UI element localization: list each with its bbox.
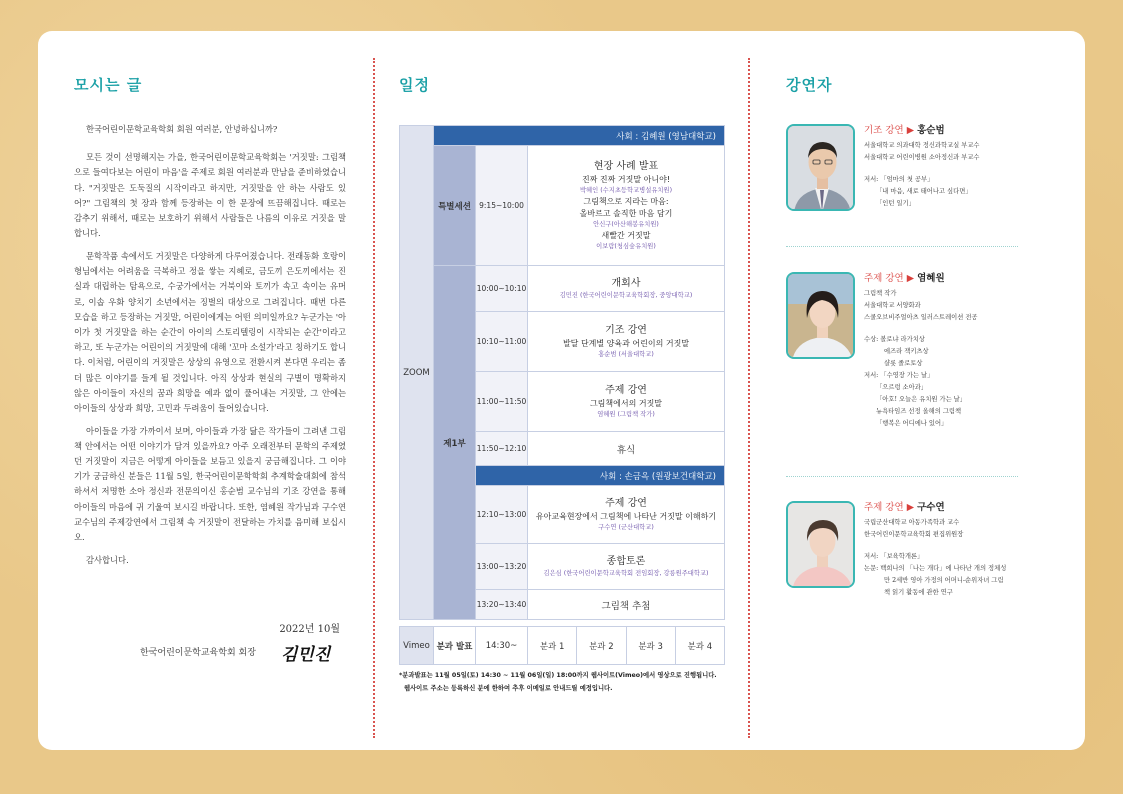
chair-header-2: 사회 : 손금옥 (원광보건대학교)	[476, 466, 725, 486]
session-title: 현장 사례 발표	[593, 160, 659, 172]
speaker-separator	[786, 246, 1018, 247]
speaker-works-label: 저서: 「엄마의 첫 공부」	[864, 176, 934, 183]
session-cell	[528, 312, 725, 372]
speaker-heading	[864, 501, 1024, 515]
speaker-affiliation: 그림책 작가	[864, 290, 897, 297]
session-subtitle: 진짜 진짜 거짓말 아니야!	[581, 174, 671, 184]
speaker-paper: 만 2세반 영아 가정의 어머니-순위자녀 그림	[884, 577, 1004, 584]
footnote-line: *분과발표는 11월 05일(토) 14:30 ~ 11월 06일(일) 18:00까지 웹사이트(Vimeo)에서 영상으로 진행됩니다.	[399, 672, 717, 679]
time-cell: 13:00~13:20	[476, 544, 528, 590]
greeting-body	[74, 122, 346, 575]
session-cell	[528, 266, 725, 312]
time-cell: 14:30~	[476, 627, 528, 665]
signer-signature: 김민진	[281, 645, 331, 665]
session-presenter: 구수연 (군산대학교)	[598, 523, 654, 531]
session-title: 주제 강연	[605, 497, 647, 509]
speaker-photo	[786, 501, 855, 588]
session-presenter: 김은심 (한국어린이문학교육학회 전임회장, 강릉원주대학교)	[543, 569, 709, 577]
column-divider-2	[748, 58, 750, 738]
signer-role: 한국어린이문학교육학회 회장	[140, 648, 256, 658]
speaker-award: 샬롯 졸로토상	[884, 360, 923, 367]
speaker-photo	[786, 272, 855, 359]
session-presenter: 홍순범 (서울대학교)	[598, 350, 654, 358]
break-cell: 휴식	[528, 432, 725, 466]
speaker-role: 기조 강연	[864, 125, 904, 136]
session-presenter: 안신구(아산해봉유치원)	[593, 220, 659, 228]
greeting-paragraph: 아이들을 가장 가까이서 보며, 아이들과 가장 닮은 작가들이 그려낸 그림책 안에서는 어떤 이야기가 담겨 있을까요? 아주 오래전부터 문학의 주제였던 거짓말이 지금은 어떻게 아이들을 보듬고 있을지 궁금해집니다. 그 이야기가 궁금하신 분들은 11월 5일, 한국어린이문학학회 추계학술대회에 참석하셔서 저명한 소아 정신과 전문의이신 홍순범 교수님의 기조 강연을 통해 아이들의 마음에 귀 기울여 보시길 바랍니다. 또한, 염혜원 작가님과 구수연 교수님의 주제강연에서 그림책 속 거짓말이 전달하는 가치를 음미해 보십시오.	[74, 425, 346, 543]
session-title: 종합토론	[606, 555, 646, 567]
greeting-opening: 한국어린이문학교육학회 회원 여러분, 안녕하십니까?	[86, 124, 278, 134]
greeting-date: 2022년 10월	[279, 624, 340, 635]
chair-header-1: 사회 : 김혜원 (영남대학교)	[434, 126, 725, 146]
speaker-work: 「아호! 오늘은 유치원 가는 날」	[876, 396, 967, 403]
speakers-title: 강연자	[786, 76, 833, 94]
time-cell: 12:10~13:00	[476, 486, 528, 544]
footnote-line: 웹사이트 주소는 등록하신 분에 한하여 추후 이메일로 안내드릴 예정입니다.	[404, 685, 613, 692]
session-cell: 그림책 추첨	[528, 590, 725, 620]
arrow-right-icon: ▶	[906, 273, 915, 284]
time-cell: 11:50~12:10	[476, 432, 528, 466]
time-cell: 10:10~11:00	[476, 312, 528, 372]
session-subtitle: 그림책으로 지라는 마음:	[583, 196, 669, 206]
column-divider-1	[373, 58, 375, 738]
speaker-works-label: 저서: 「수영장 가는 날」	[864, 372, 934, 379]
special-session-label: 특별세션	[434, 146, 476, 266]
greeting-paragraph: 문학작품 속에서도 거짓말은 다양하게 다루어졌습니다. 전래동화 호랑이 형님에서는 어려움을 극복하고 정을 쌓는 지혜로, 금도끼 은도끼에서는 진실과 대립하는 탐욕으로, 수궁가에서는 거북이와 토끼가 속고 속이는 유머로, 이솝 우화 양치기 소년에서는 징벌의 대상으로 그려집니다. 때번 다른 모습을 하고 등장하는 거짓말, 어린이에게는 어떤 의미일까요? 누군가는 '아이가 첫 거짓말을 하는 순간이 아이의 스토리텔링이 시작되는 순간'이라고 하고, 또 누군가는 어린이의 거짓말에 대해 '꼬마 소설가'라고 칭하기도 합니다. 이처럼, 어린이의 거짓말은 상상의 유영으로 전환시켜 본다면 우리는 좀 더 많은 이야기를 들게 될 것입니다. 아직 상상과 현실의 구별이 명확하지 않은 아이들이 자신의 꿈과 희망을 예과 없이 풀어내는 거짓말, 그 안에는 아이들의 상상과 희망, 고민과 두려움이 들어있습니다.	[74, 250, 346, 413]
speaker-affiliation: 서울대학교 어린이병원 소아정신과 부교수	[864, 154, 980, 161]
vimeo-table	[399, 626, 725, 665]
speaker-paper-label: 논문: 백희나의 「나는 개다」에 나타난 개의 정체성	[864, 565, 1007, 572]
speaker-separator	[786, 476, 1018, 477]
schedule-footnote	[399, 669, 729, 695]
part1-label: 제1부	[434, 266, 476, 620]
portrait-man-icon	[788, 126, 855, 211]
special-session-cell	[528, 146, 725, 266]
vimeo-label: Vimeo	[400, 627, 434, 665]
session-cell	[528, 372, 725, 432]
speaker-heading	[864, 272, 1024, 286]
time-cell: 11:00~11:50	[476, 372, 528, 432]
speaker-award: 에즈라 잭키츠상	[884, 348, 929, 355]
speaker-role: 주제 강연	[864, 502, 904, 513]
speaker-work: 「으르렁 소아과」	[876, 384, 928, 391]
breakout-session: 분과 4	[675, 627, 724, 665]
greeting-paragraph: 모든 것이 선명해지는 가을, 한국어린이문학교육학회는 '거짓말: 그림책으로 들여다보는 어린이 마음'을 주제로 회원 여러분과 만남을 준비하였습니다. "거짓말은 도둑질의 시작이라고 하지만, 거짓말을 안 하는 사람도 있어?" 그림책의 첫 장과 함께 등장하는 이 한 문장에 뜨끔해집니다. 때로는 감추기 위해서, 때로는 보호하기 위해서 사람들은 나름의 이유로 거짓을 말합니다.	[74, 152, 346, 239]
session-presenter: 김민진 (한국어린이문학교육학회장, 중앙대학교)	[559, 291, 693, 299]
session-title: 기조 강연	[605, 324, 647, 336]
greeting-title: 모시는 글	[74, 76, 143, 94]
speaker-affiliation: 국립군산대학교 아동가족학과 교수	[864, 519, 960, 526]
session-subtitle: 유아교육현장에서 그림책에 나타난 거짓말 이해하기	[535, 511, 717, 521]
speaker-card	[786, 124, 1026, 224]
speaker-affiliation: 한국어린이문학교육학회 편집위원장	[864, 531, 964, 538]
breakout-session: 분과 2	[577, 627, 626, 665]
session-presenter: 염혜원 (그림책 작가)	[597, 410, 655, 418]
speaker-info	[864, 272, 1024, 430]
time-cell: 9:15~10:00	[476, 146, 528, 266]
session-subtitle: 새빨간 거짓말	[601, 230, 651, 240]
portrait-woman-icon	[788, 503, 855, 588]
time-cell: 10:00~10:10	[476, 266, 528, 312]
speaker-name: 구수연	[917, 502, 945, 513]
session-title: 개회사	[611, 277, 641, 289]
speaker-photo	[786, 124, 855, 211]
speaker-name: 염혜원	[917, 273, 945, 284]
speaker-info	[864, 124, 1024, 210]
breakout-label: 분과 발표	[434, 627, 476, 665]
schedule-title: 일정	[399, 76, 430, 94]
time-cell: 13:20~13:40	[476, 590, 528, 620]
speaker-name: 홍순범	[917, 125, 945, 136]
speaker-work: 「행복은 어디에나 있어」	[876, 420, 948, 427]
session-presenter: 이보람(청심숲유치원)	[596, 242, 656, 250]
speaker-paper: 책 읽기 활동에 관한 연구	[884, 589, 953, 596]
speaker-awards-label: 수상: 볼로냐 라가치상	[864, 336, 925, 343]
speaker-role: 주제 강연	[864, 273, 904, 284]
greeting-closing: 감사합니다.	[86, 554, 129, 565]
speaker-works-label: 저서: 「보육학개론」	[864, 553, 924, 560]
breakout-session: 분과 3	[626, 627, 675, 665]
arrow-right-icon: ▶	[906, 125, 915, 136]
session-subtitle: 발달 단계별 양육과 어린이의 거짓말	[562, 338, 690, 348]
schedule-table	[399, 125, 725, 620]
breakout-session: 분과 1	[528, 627, 577, 665]
session-title: 주제 강연	[605, 384, 647, 396]
session-subtitle: 올바르고 솔직한 마음 담기	[579, 208, 673, 218]
speaker-affiliation: 서울대학교 서양화과	[864, 302, 921, 309]
speaker-affiliation: 서울대학교 의과대학 정신과학교실 부교수	[864, 142, 980, 149]
session-cell	[528, 544, 725, 590]
zoom-label: ZOOM	[400, 126, 434, 620]
speaker-affiliation: 스쿨오브비주얼아츠 일러스트레이션 전공	[864, 314, 978, 321]
portrait-woman-icon	[788, 274, 855, 359]
speaker-card	[786, 501, 1026, 621]
speaker-work: 「인턴 일기」	[876, 200, 915, 207]
session-presenter: 박혜인 (수지초등학교병설유치원)	[579, 186, 673, 194]
session-subtitle: 그림책에서의 거짓말	[589, 398, 663, 408]
speaker-work: 뉴욕타임즈 선정 올해의 그림책	[876, 408, 962, 415]
session-cell	[528, 486, 725, 544]
speaker-card	[786, 272, 1026, 452]
speaker-work: 「내 마음, 새로 태어나고 싶다면」	[876, 188, 972, 195]
speaker-info	[864, 501, 1024, 599]
arrow-right-icon: ▶	[906, 502, 915, 513]
speaker-heading	[864, 124, 1024, 138]
